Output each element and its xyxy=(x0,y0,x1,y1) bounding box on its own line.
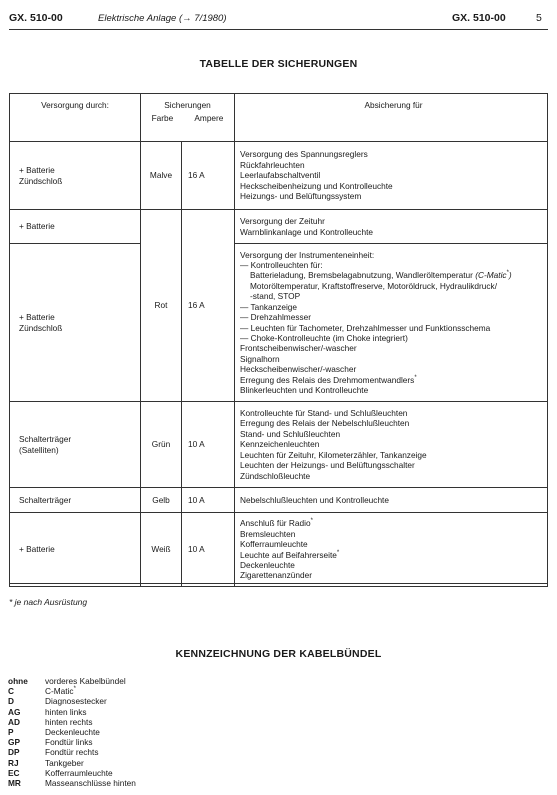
protection-item: Heckscheibenheizung und Kontrolleuchte xyxy=(240,180,393,191)
harness-label: Deckenleuchte xyxy=(45,727,100,738)
protection-item: Bremsleuchten xyxy=(240,528,296,539)
list-item xyxy=(8,737,136,747)
supply-cell xyxy=(10,142,141,210)
header-protection: Absicherung für xyxy=(235,94,548,142)
fuse-color: Gelb xyxy=(141,488,182,513)
header-fuses-label: Sicherungen xyxy=(164,100,211,110)
harness-label: Fondtür links xyxy=(45,737,93,748)
harness-label: C-Matic* xyxy=(45,686,76,697)
protection-item: Erregung des Relais der Nebelschlußleuchten xyxy=(240,418,410,429)
fuse-color: Grün xyxy=(141,402,182,488)
harness-code: MR xyxy=(8,778,21,789)
supply-cell xyxy=(10,210,141,244)
list-item xyxy=(8,696,136,706)
protection-item: Kontrolleuchte für Stand- und Schlußleuchten xyxy=(240,408,408,419)
header-rule xyxy=(9,29,548,30)
table-row xyxy=(10,402,548,488)
table-row xyxy=(10,513,548,587)
fuse-ampere: 10 A xyxy=(182,402,235,488)
fuse-ampere: 10 A xyxy=(182,513,235,587)
supply-cell xyxy=(10,244,141,402)
protection-cell xyxy=(235,210,548,244)
harness-code: DP xyxy=(8,747,20,758)
harness-code: C xyxy=(8,686,14,697)
supply-cell xyxy=(10,513,141,587)
protection-item: Warnblinkanlage und Kontrolleuchte xyxy=(240,226,373,237)
protection-item: — Drehzahlmesser xyxy=(240,312,312,323)
supply-line: + Batterie xyxy=(19,544,55,555)
protection-item: Kennzeichenleuchten xyxy=(240,439,320,450)
fuse-ampere: 16 A xyxy=(182,210,235,402)
protection-cell xyxy=(235,513,548,587)
harness-label: Fondtür rechts xyxy=(45,747,99,758)
supply-line: + Batterie xyxy=(19,221,55,232)
supply-line: Schalterträger xyxy=(19,494,72,505)
protection-item: -stand, STOP xyxy=(250,291,301,302)
list-item xyxy=(8,747,136,757)
table-row xyxy=(10,488,548,513)
list-item xyxy=(8,778,136,788)
harness-label: vorderes Kabelbündel xyxy=(45,676,126,686)
table-row xyxy=(10,244,548,402)
protection-cell xyxy=(235,244,548,402)
protection-item: Leuchte auf Beifahrerseite* xyxy=(240,549,340,560)
protection-cell xyxy=(235,488,548,513)
protection-item: Deckenleuchte xyxy=(240,559,295,570)
protection-item: Signalhorn xyxy=(240,353,280,364)
protection-cell xyxy=(235,402,548,488)
list-item xyxy=(8,758,136,768)
protection-cell xyxy=(235,142,548,210)
doc-code-right: GX. 510-00 xyxy=(452,12,506,24)
supply-line: + Batterie xyxy=(19,165,55,176)
harness-code: GP xyxy=(8,737,20,748)
table-row xyxy=(10,210,548,244)
fuse-table xyxy=(9,93,548,587)
protection-item: — Choke-Kontrolleuchte (im Choke integriert) xyxy=(240,332,408,343)
section-title: Elektrische Anlage (→ 7/1980) xyxy=(98,13,227,24)
protection-item: Leuchten der Heizungs- und Belüftungsschalter xyxy=(240,460,415,471)
harness-code: EC xyxy=(8,767,20,778)
list-item xyxy=(8,717,136,727)
harness-label: Masseanschlüsse hinten xyxy=(45,778,136,789)
protection-item: Stand- und Schlußleuchten xyxy=(240,428,341,439)
supply-line: Schalterträger xyxy=(19,434,72,445)
protection-item: Batterieladung, Bremsbelagabnutzung, Wandleröltemperatur (C-Matic*) xyxy=(250,270,512,281)
harness-title: KENNZEICHNUNG DER KABELBÜNDEL xyxy=(175,648,382,660)
harness-label: Diagnosestecker xyxy=(45,696,107,707)
protection-item: Frontscheibenwischer/-wascher xyxy=(240,343,357,354)
protection-item: — Kontrolleuchten für: xyxy=(240,260,323,271)
harness-code: P xyxy=(8,727,14,738)
header-ampere: Ampere xyxy=(194,113,224,124)
protection-item: Heizungs- und Belüftungssystem xyxy=(240,191,362,202)
protection-item: Versorgung des Spannungsreglers xyxy=(240,149,368,160)
protection-item: Kofferraumleuchte xyxy=(240,539,308,550)
list-item xyxy=(8,727,136,737)
list-item xyxy=(8,676,136,686)
fuse-color: Malve xyxy=(141,142,182,210)
harness-code: AD xyxy=(8,716,20,727)
supply-line: + Batterie xyxy=(19,312,55,323)
harness-label: Tankgeber xyxy=(45,757,84,768)
supply-line: (Satelliten) xyxy=(19,444,59,455)
protection-item: — Tankanzeige xyxy=(240,301,298,312)
protection-item: Versorgung der Zeituhr xyxy=(240,216,325,227)
protection-item: Versorgung der Instrumenteneinheit: xyxy=(240,249,375,260)
harness-label: hinten rechts xyxy=(45,716,93,727)
table-header-row xyxy=(10,94,548,142)
supply-cell xyxy=(10,488,141,513)
header-supply: Versorgung durch: xyxy=(10,94,141,142)
doc-code-left: GX. 510-00 xyxy=(9,12,63,24)
page-number: 5 xyxy=(536,12,542,24)
protection-item: Blinkerleuchten und Kontrolleuchte xyxy=(240,384,369,395)
protection-item: Leuchten für Zeituhr, Kilometerzähler, Tankanzeige xyxy=(240,449,427,460)
fuse-color: Weiß xyxy=(141,513,182,587)
protection-item: Nebelschlußleuchten und Kontrolleuchte xyxy=(240,494,389,505)
fuse-table-title: TABELLE DER SICHERUNGEN xyxy=(199,58,358,70)
table-row xyxy=(10,142,548,210)
harness-code: ohne xyxy=(8,676,28,686)
protection-item: — Leuchten für Tachometer, Drehzahlmesser und Funktionsschema xyxy=(240,322,491,333)
protection-item: Erregung des Relais des Drehmomentwandlers* xyxy=(240,374,417,385)
protection-item: Rückfahrleuchten xyxy=(240,159,305,170)
footnote: * je nach Ausrüstung xyxy=(9,597,88,607)
supply-line: Zündschloß xyxy=(19,175,63,186)
list-item xyxy=(8,707,136,717)
protection-item: Heckscheibenwischer/-wascher xyxy=(240,364,357,375)
list-item xyxy=(8,686,136,696)
supply-line: Zündschloß xyxy=(19,322,63,333)
supply-cell xyxy=(10,402,141,488)
header-fuses xyxy=(141,94,235,142)
fuse-color: Rot xyxy=(141,210,182,402)
list-item xyxy=(8,768,136,778)
protection-item: Leerlaufabschaltventil xyxy=(240,170,321,181)
harness-label: hinten links xyxy=(45,706,87,717)
harness-code: AG xyxy=(8,706,21,717)
protection-item: Anschluß für Radio* xyxy=(240,518,313,529)
protection-item: Zündschloßleuchte xyxy=(240,470,311,481)
harness-code: D xyxy=(8,696,14,707)
harness-code-list xyxy=(8,676,136,788)
protection-item: Zigarettenanzünder xyxy=(240,570,312,581)
harness-label: Kofferraumleuchte xyxy=(45,767,113,778)
fuse-ampere: 16 A xyxy=(182,142,235,210)
table-bottom-rule xyxy=(9,583,548,584)
protection-item: Motoröltemperatur, Kraftstoffreserve, Motoröldruck, Hydraulikdruck/ xyxy=(250,280,498,291)
harness-code: RJ xyxy=(8,757,19,768)
fuse-ampere: 10 A xyxy=(182,488,235,513)
header-color: Farbe xyxy=(151,113,174,124)
